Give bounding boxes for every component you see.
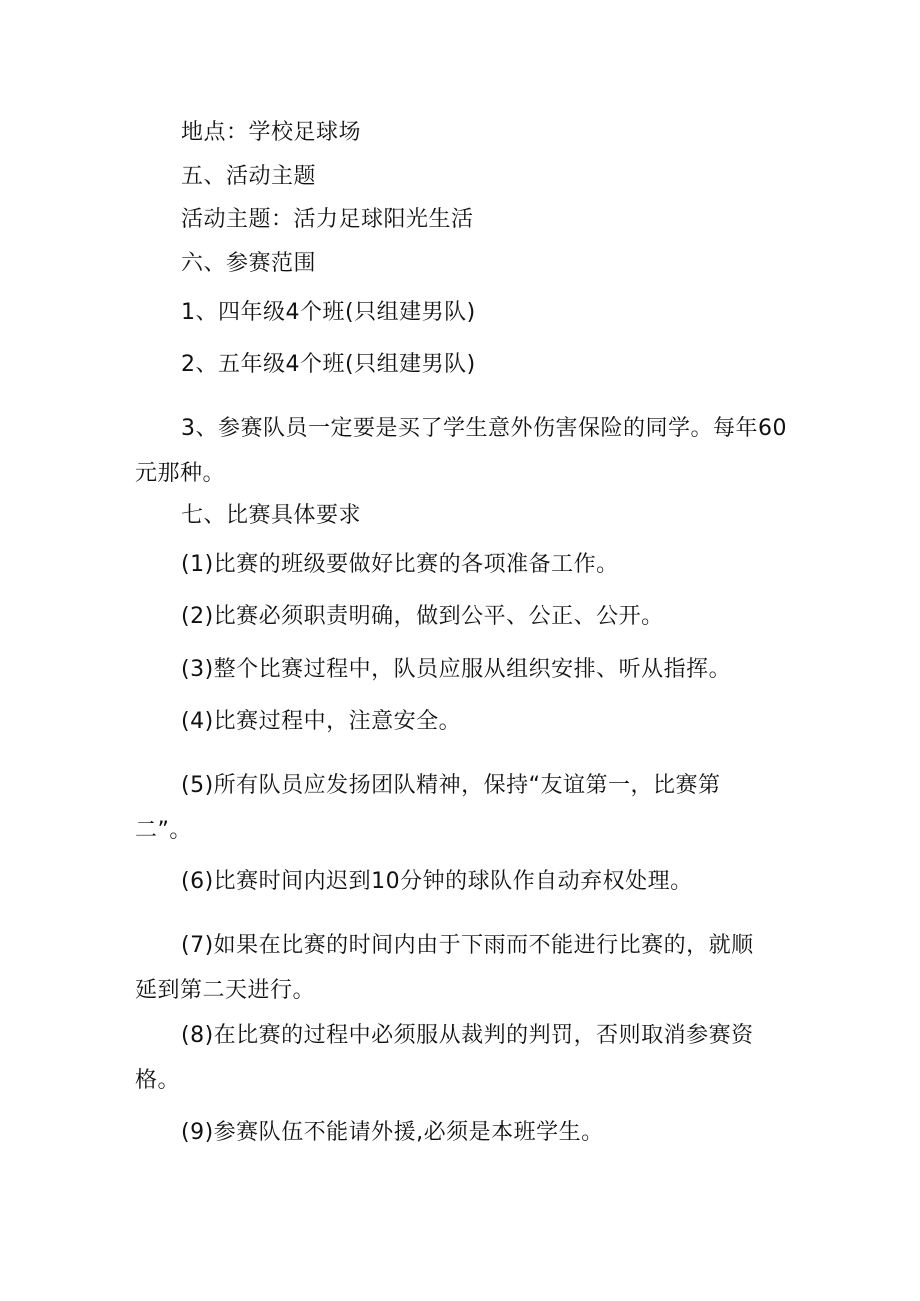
requirement-7: (7)如果在比赛的时间内由于下雨而不能进行比赛的，就顺 — [181, 933, 754, 958]
requirement-8-continued: 格。 — [135, 1068, 181, 1093]
requirement-1: (1)比赛的班级要做好比赛的各项准备工作。 — [181, 552, 619, 577]
location-line: 地点：学校足球场 — [181, 120, 362, 145]
scope-item-3-continued: 元那种。 — [135, 461, 226, 486]
requirement-3: (3)整个比赛过程中，队员应服从组织安排、听从指挥。 — [181, 657, 732, 682]
section-heading-theme: 五、活动主题 — [181, 164, 317, 189]
scope-item-3: 3、参赛队员一定要是买了学生意外伤害保险的同学。每年60 — [181, 416, 787, 441]
requirement-2: (2)比赛必须职责明确，做到公平、公正、公开。 — [181, 604, 664, 629]
scope-item-2: 2、五年级4个班(只组建男队) — [181, 352, 476, 377]
theme-line: 活动主题：活力足球阳光生活 — [181, 207, 474, 232]
scope-item-1: 1、四年级4个班(只组建男队) — [181, 300, 476, 325]
section-heading-scope: 六、参赛范围 — [181, 251, 317, 276]
requirement-9: (9)参赛队伍不能请外援,必须是本班学生。 — [181, 1120, 604, 1145]
section-heading-requirements: 七、比赛具体要求 — [181, 503, 362, 528]
requirement-8: (8)在比赛的过程中必须服从裁判的判罚，否则取消参赛资 — [181, 1023, 754, 1048]
requirement-5: (5)所有队员应发扬团队精神，保持“友谊第一，比赛第 — [181, 773, 721, 798]
requirement-6: (6)比赛时间内迟到10分钟的球队作自动弃权处理。 — [181, 869, 693, 894]
requirement-5-continued: 二”。 — [135, 818, 192, 843]
requirement-4: (4)比赛过程中，注意安全。 — [181, 709, 462, 734]
requirement-7-continued: 延到第二天进行。 — [135, 978, 316, 1003]
